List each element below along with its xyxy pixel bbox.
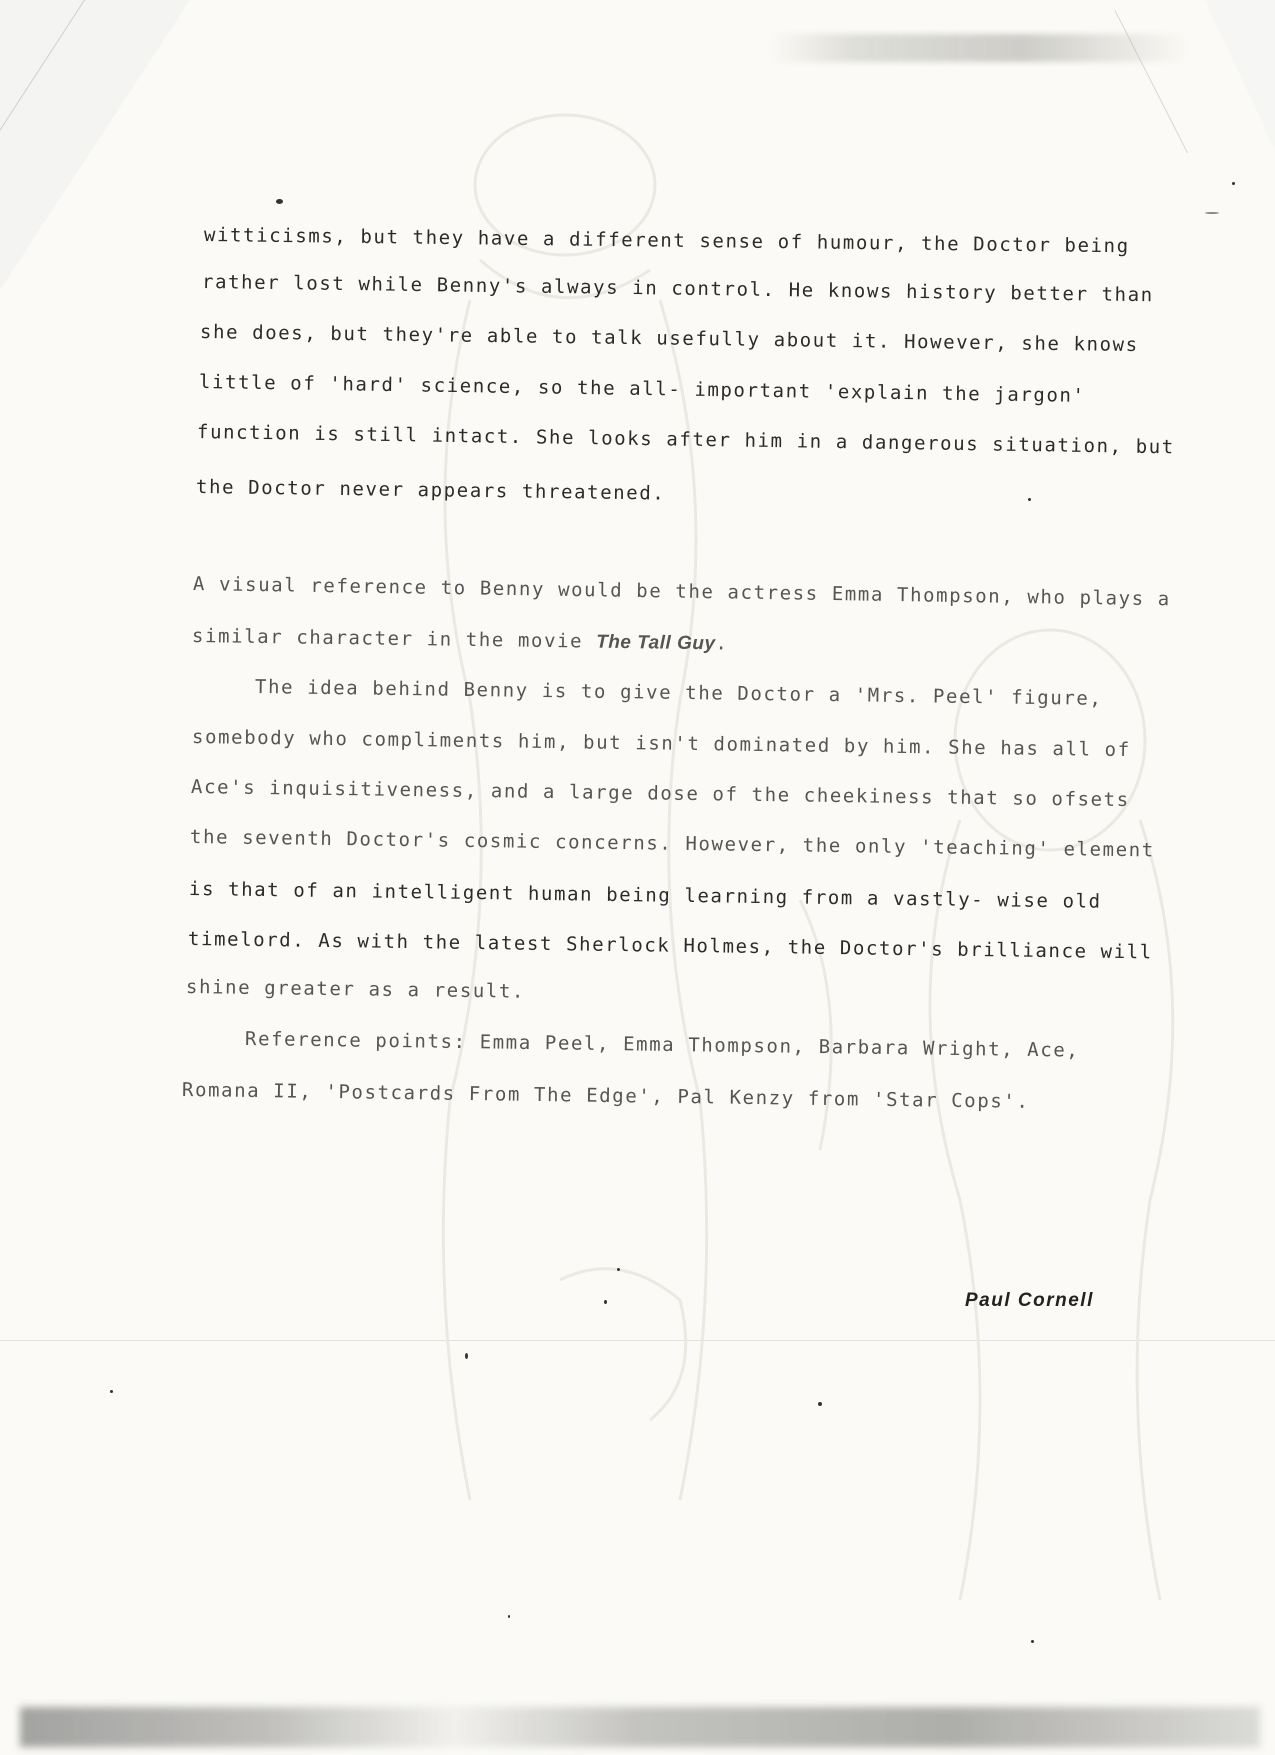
scan-speck bbox=[508, 1615, 510, 1618]
paragraph-3-line-4: the seventh Doctor's cosmic concerns. However, the only 'teaching' element bbox=[189, 826, 1155, 862]
paragraph-3-line-5: is that of an intelligent human being learning from a vastly- wise old bbox=[188, 878, 1102, 913]
scan-speck bbox=[1205, 212, 1219, 214]
scan-speck bbox=[1028, 498, 1031, 501]
paragraph-3-line-1: The idea behind Benny is to give the Doctor a 'Mrs. Peel' figure, bbox=[254, 676, 1103, 710]
scan-speck bbox=[1031, 1640, 1034, 1643]
scan-speck bbox=[818, 1402, 822, 1406]
paragraph-3-line-3: Ace's inquisitiveness, and a large dose of the cheekiness that so ofsets bbox=[190, 776, 1130, 812]
scan-speck bbox=[1232, 182, 1235, 185]
folded-corner-top-right bbox=[1205, 0, 1275, 150]
paragraph-2-line-2-text: similar character in the movie bbox=[191, 625, 597, 653]
paragraph-2-line-1: A visual reference to Benny would be the actress Emma Thompson, who plays a bbox=[192, 573, 1171, 611]
scan-speck bbox=[617, 1268, 620, 1271]
author-signature: Paul Cornell bbox=[965, 1290, 1094, 1311]
paragraph-1-line-3: she does, but they're able to talk usefully about it. However, she knows bbox=[199, 321, 1139, 357]
scan-smudge-bottom bbox=[20, 1707, 1260, 1747]
folded-corner-top-left bbox=[0, 0, 190, 290]
paragraph-1-line-2: rather lost while Benny's always in control. He knows history better than bbox=[201, 271, 1154, 307]
scan-speck bbox=[110, 1390, 113, 1393]
paragraph-3-line-2: somebody who compliments him, but isn't dominated by him. She has all of bbox=[191, 726, 1131, 762]
scan-speck bbox=[276, 199, 283, 204]
paper-fold-line bbox=[0, 1340, 1275, 1341]
paragraph-3-line-6: timelord. As with the latest Sherlock Holmes, the Doctor's brilliance will bbox=[187, 928, 1153, 964]
paragraph-1-line-5: function is still intact. She looks after him in a dangerous situation, but bbox=[196, 421, 1175, 459]
scan-speck bbox=[604, 1300, 607, 1304]
paper-edge-top-right bbox=[1115, 10, 1189, 153]
paragraph-1-line-6: the Doctor never appears threatened. bbox=[195, 476, 666, 505]
paragraph-4-line-2: Romana II, 'Postcards From The Edge', Pal Kenzy from 'Star Cops'. bbox=[181, 1079, 1030, 1113]
scan-smudge-top bbox=[770, 34, 1190, 62]
movie-title-period: . bbox=[715, 632, 729, 655]
paragraph-1-line-1: witticisms, but they have a different sense of humour, the Doctor being bbox=[203, 224, 1130, 258]
scan-speck bbox=[465, 1353, 468, 1359]
movie-title: The Tall Guy bbox=[596, 631, 716, 655]
paragraph-4-line-1: Reference points: Emma Peel, Emma Thompson, Barbara Wright, Ace, bbox=[244, 1028, 1080, 1062]
paragraph-1-line-4: little of 'hard' science, so the all- important 'explain the jargon' bbox=[198, 371, 1086, 407]
paragraph-2-line-2 bbox=[192, 624, 729, 656]
paragraph-3-line-7: shine greater as a result. bbox=[185, 976, 526, 1003]
